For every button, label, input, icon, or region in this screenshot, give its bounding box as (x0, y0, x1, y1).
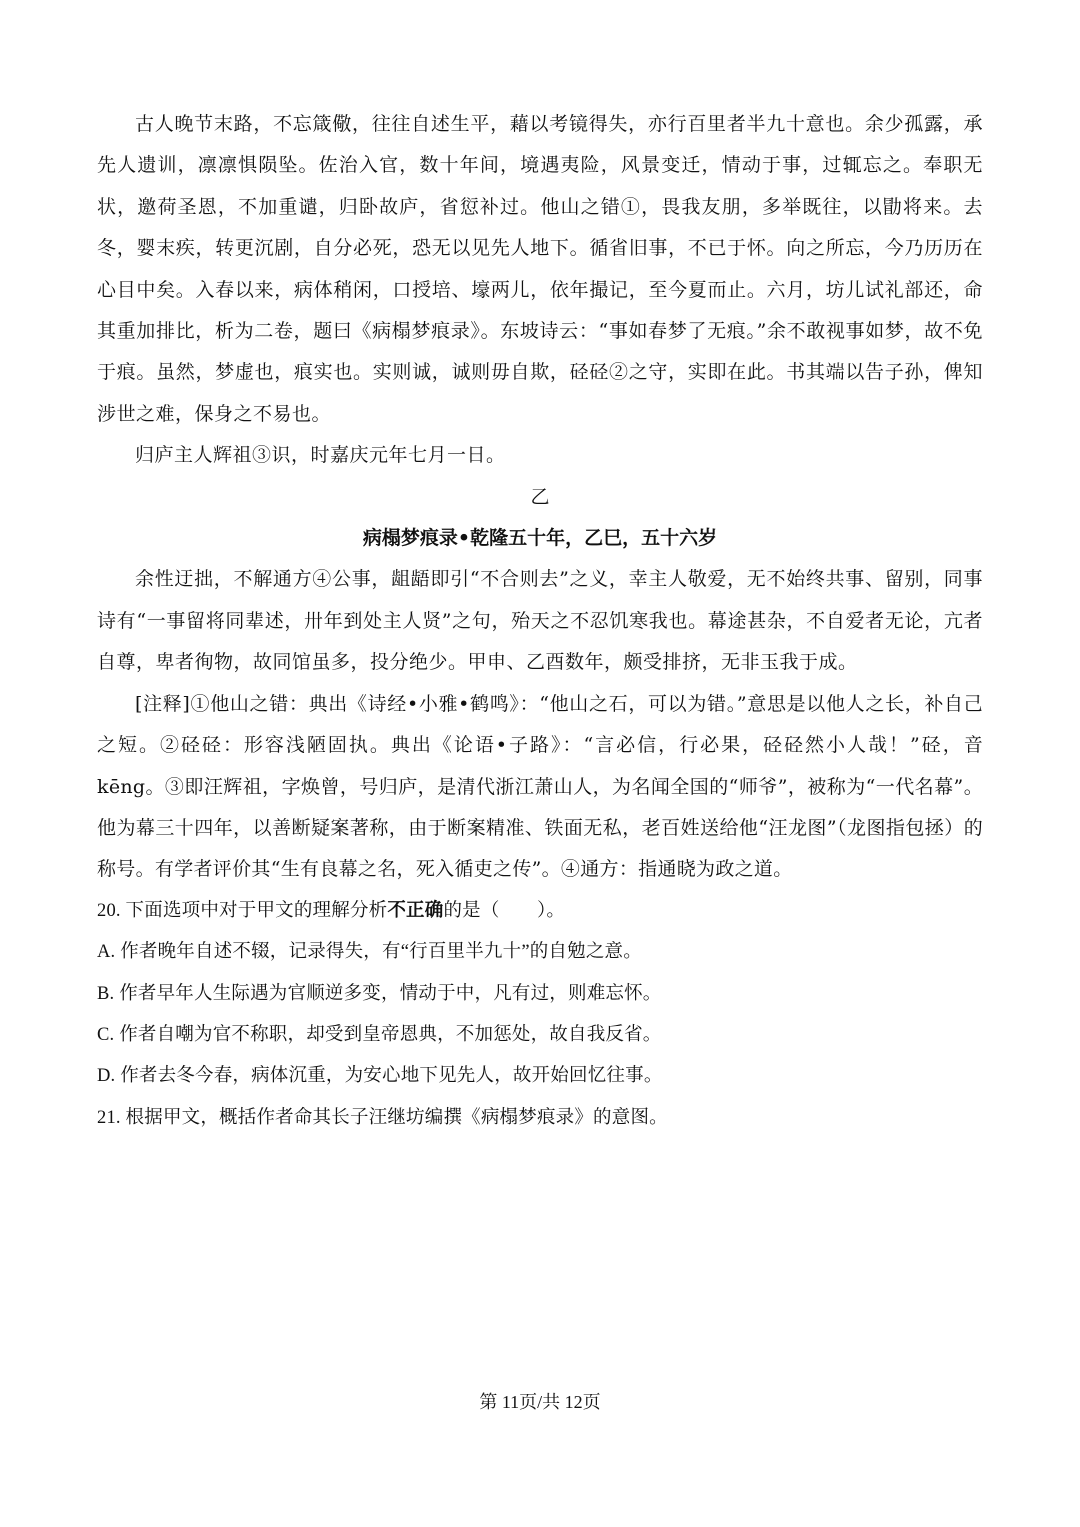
jia-paragraph: 古人晚节末路，不忘箴儆，往往自述生平，藉以考镜得失，亦行百里者半九十意也。余少孤露，承先人遗训，凛凛惧陨坠。佐治入官，数十年间，境遇夷险，风景变迁，情动于事，过辄忘之。奉职无状，邀荷圣恩，不加重谴，归卧故庐，省愆补过。他山之错①，畏我友朋，多举既往，以勖将来。去冬，婴末疾，转更沉剧，自分必死，恐无以见先人地下。循省旧事，不已于怀。向之所忘，今乃历历在心目中矣。入春以来，病体稍闲，口授培、壕两儿，依年撮记，至今夏而止。六月，坊儿试礼部还，命其重加排比，析为二卷，题曰《病榻梦痕录》。东坡诗云：“事如春梦了无痕。”余不敢视事如梦，故不免于痕。虽然，梦虚也，痕实也。实则诚，诚则毋自欺，硁硁②之守，实即在此。书其端以告子孙，俾知涉世之难，保身之不易也。 (97, 113, 983, 425)
question-20-emphasis: 不正确 (387, 900, 444, 921)
question-20-option-c: C. 作者自嘲为官不称职，却受到皇帝恩典，不加惩处，故自我反省。 (97, 1024, 662, 1045)
yi-paragraph: 余性迂拙，不解通方④公事，龃龉即引“不合则去”之义，幸主人敬爱，无不始终共事、留别，同事诗有“一事留将同辈述，卅年到处主人贤”之句，殆天之不忍饥寒我也。幕途甚杂，不自爱者无论，亢者自尊，卑者徇物，故同馆虽多，投分绝少。甲申、乙酉数年，颇受排挤，无非玉我于成。 (97, 568, 983, 674)
yi-label: 乙 (530, 485, 550, 508)
yi-title: 病榻梦痕录•乾隆五十年，乙巳，五十六岁 (362, 527, 718, 550)
page-footer: 第 11页/共 12页 (479, 1392, 601, 1412)
question-21-stem: 21. 根据甲文，概括作者命其长子汪继坊编撰《病榻梦痕录》的意图。 (97, 1107, 668, 1128)
jia-signature: 归庐主人辉祖③识，时嘉庆元年七月一日。 (135, 444, 506, 467)
question-20-stem (97, 891, 983, 932)
question-20-stem-start: 20. 下面选项中对于甲文的理解分析 (97, 900, 388, 921)
annotation-notes: [注释]①他山之错：典出《诗经•小雅•鹤鸣》：“他山之石，可以为错。”意思是以他人之长，补自己之短。②硁硁：形容浅陋固执。典出《论语•子路》：“言必信，行必果，硁硁然小人哉！”硁，音 kēng。③即汪辉祖，字焕曾，号归庐，是清代浙江萧山人，为名闻全国的“师爷”，被称为“一代名幕”。他为幕三十四年，以善断疑案著称，由于断案精准、铁面无私，老百姓送给他“汪龙图”（龙图指包拯）的称号。有学者评价其“生有良幕之名，死入循吏之传”。④通方：指通晓为政之道。 (97, 692, 983, 881)
page-content (97, 104, 983, 1139)
question-20-option-a: A. 作者晚年自述不辍，记录得失，有“行百里半九十”的自勉之意。 (97, 942, 642, 963)
question-20-option-b: B. 作者早年人生际遇为官顺逆多变，情动于中，凡有过，则难忘怀。 (97, 983, 662, 1004)
question-20-option-d: D. 作者去冬今春，病体沉重，为安心地下见先人，故开始回忆往事。 (97, 1066, 663, 1087)
question-20-stem-end: 的是（ ）。 (443, 900, 566, 921)
